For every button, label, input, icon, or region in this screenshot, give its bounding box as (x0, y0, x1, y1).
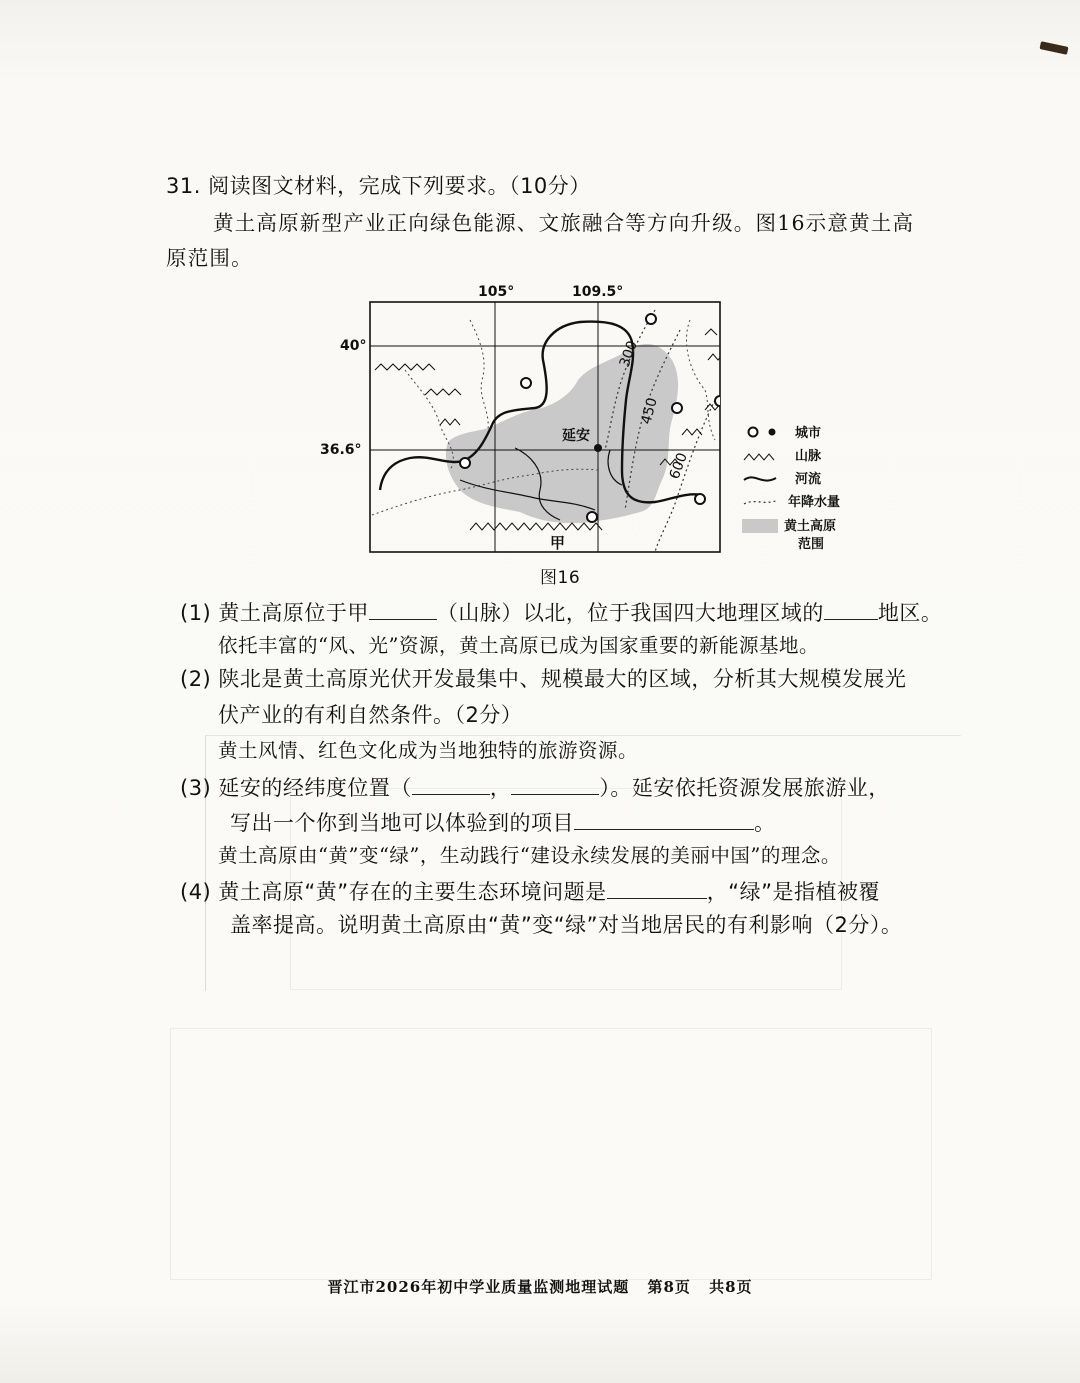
material-2: 黄土风情、红色文化成为当地独特的旅游资源。 (218, 739, 639, 762)
lon-label-105: 105° (478, 284, 515, 300)
lat-label-40: 40° (340, 338, 367, 354)
city-marker (521, 378, 531, 388)
tourism-project-answer-blank[interactable] (574, 807, 754, 830)
footer-page: 第8页 (647, 1278, 691, 1296)
sub3-text-a: (3) 延安的经纬度位置（ (180, 776, 412, 800)
sub3-line2-text: 写出一个你到当地可以体验到的项目 (230, 811, 574, 835)
lat-label-36: 36.6° (320, 442, 362, 458)
page-footer (0, 1276, 1080, 1297)
legend-capital-icon (769, 429, 776, 436)
sub-question-2-line-2: 伏产业的有利自然条件。（2分） (218, 703, 523, 727)
city-marker (460, 458, 470, 468)
legend-city-label: 城市 (795, 426, 822, 441)
border-dotted (686, 320, 715, 440)
legend-plateau-label-1: 黄土高原 (784, 519, 837, 534)
sub1-text-b: （山脉）以北，位于我国四大地理区域的 (436, 601, 824, 625)
figure-caption: 图16 (540, 568, 581, 588)
longitude-answer-blank[interactable] (412, 772, 490, 795)
isohyet-label-600: 600 (666, 450, 691, 482)
legend-city-icon (749, 428, 758, 437)
city-marker (715, 396, 725, 406)
city-marker (672, 403, 682, 413)
footer-title: 晋江市2026年初中学业质量监测地理试题 (327, 1278, 630, 1296)
mountain-answer-blank[interactable] (369, 597, 437, 620)
eco-problem-answer-blank[interactable] (607, 876, 707, 899)
material-3: 黄土高原由“黄”变“绿”，生动践行“建设永续发展的美丽中国”的理念。 (218, 844, 841, 867)
legend-rainfall-icon (744, 500, 778, 504)
legend-mountain-icon (744, 454, 774, 460)
legend-mountain-label: 山脉 (795, 449, 822, 464)
map-legend (742, 425, 840, 552)
legend-river-label: 河流 (795, 472, 822, 487)
sub1-text-c: 地区。 (877, 601, 943, 625)
question-header: 31. 阅读图文材料，完成下列要求。（10分） (166, 174, 591, 198)
mountain-range-qinling (470, 523, 602, 530)
city-marker (695, 494, 705, 504)
mountain-label-jia: 甲 (550, 534, 566, 552)
sub-question-3-line-1 (180, 772, 890, 802)
region-answer-blank[interactable] (824, 597, 878, 620)
isohyet-label-300: 300 (616, 338, 641, 370)
isohyet-label-450: 450 (638, 396, 661, 427)
bleed-through-table (170, 1028, 932, 1280)
city-marker (587, 512, 597, 522)
lon-label-109: 109.5° (572, 284, 624, 300)
legend-river-icon (744, 477, 776, 480)
intro-line-1: 黄土高原新型产业正向绿色能源、文旅融合等方向升级。图16示意黄土高 (213, 211, 915, 235)
mountain-range-1 (375, 364, 461, 425)
legend-plateau-swatch (742, 519, 778, 533)
sub4-text-b: ，“绿”是指植被覆 (706, 880, 880, 904)
sub-question-1 (180, 597, 942, 627)
sub3-period: 。 (754, 811, 776, 835)
yanan-marker (594, 444, 602, 452)
sub3-text-b: ）。延安依托资源发展旅游业， (599, 776, 890, 800)
figure-16-map (310, 280, 870, 565)
sub-question-4-line-1 (180, 876, 880, 906)
footer-total: 共8页 (709, 1278, 753, 1296)
border-dotted (470, 320, 488, 430)
city-label-yanan: 延安 (562, 428, 590, 444)
sub1-text-a: (1) 黄土高原位于甲 (180, 601, 369, 625)
intro-line-2: 原范围。 (166, 246, 253, 270)
legend-plateau-label-2: 范围 (798, 537, 825, 552)
latitude-answer-blank[interactable] (511, 772, 599, 795)
sub-question-2-line-1: (2) 陕北是黄土高原光伏开发最集中、规模最大的区域，分析其大规模发展光 (180, 667, 907, 691)
material-1: 依托丰富的“风、光”资源，黄土高原已成为国家重要的新能源基地。 (218, 634, 819, 657)
sub-question-4-line-2: 盖率提高。说明黄土高原由“黄”变“绿”对当地居民的有利影响（2分）。 (230, 913, 903, 937)
sub4-text-a: (4) 黄土高原“黄”存在的主要生态环境问题是 (180, 880, 607, 904)
sub3-comma: ， (489, 776, 512, 800)
legend-rainfall-label: 年降水量 (788, 495, 841, 510)
sub-question-3-line-2 (230, 807, 776, 837)
city-marker (646, 314, 656, 324)
